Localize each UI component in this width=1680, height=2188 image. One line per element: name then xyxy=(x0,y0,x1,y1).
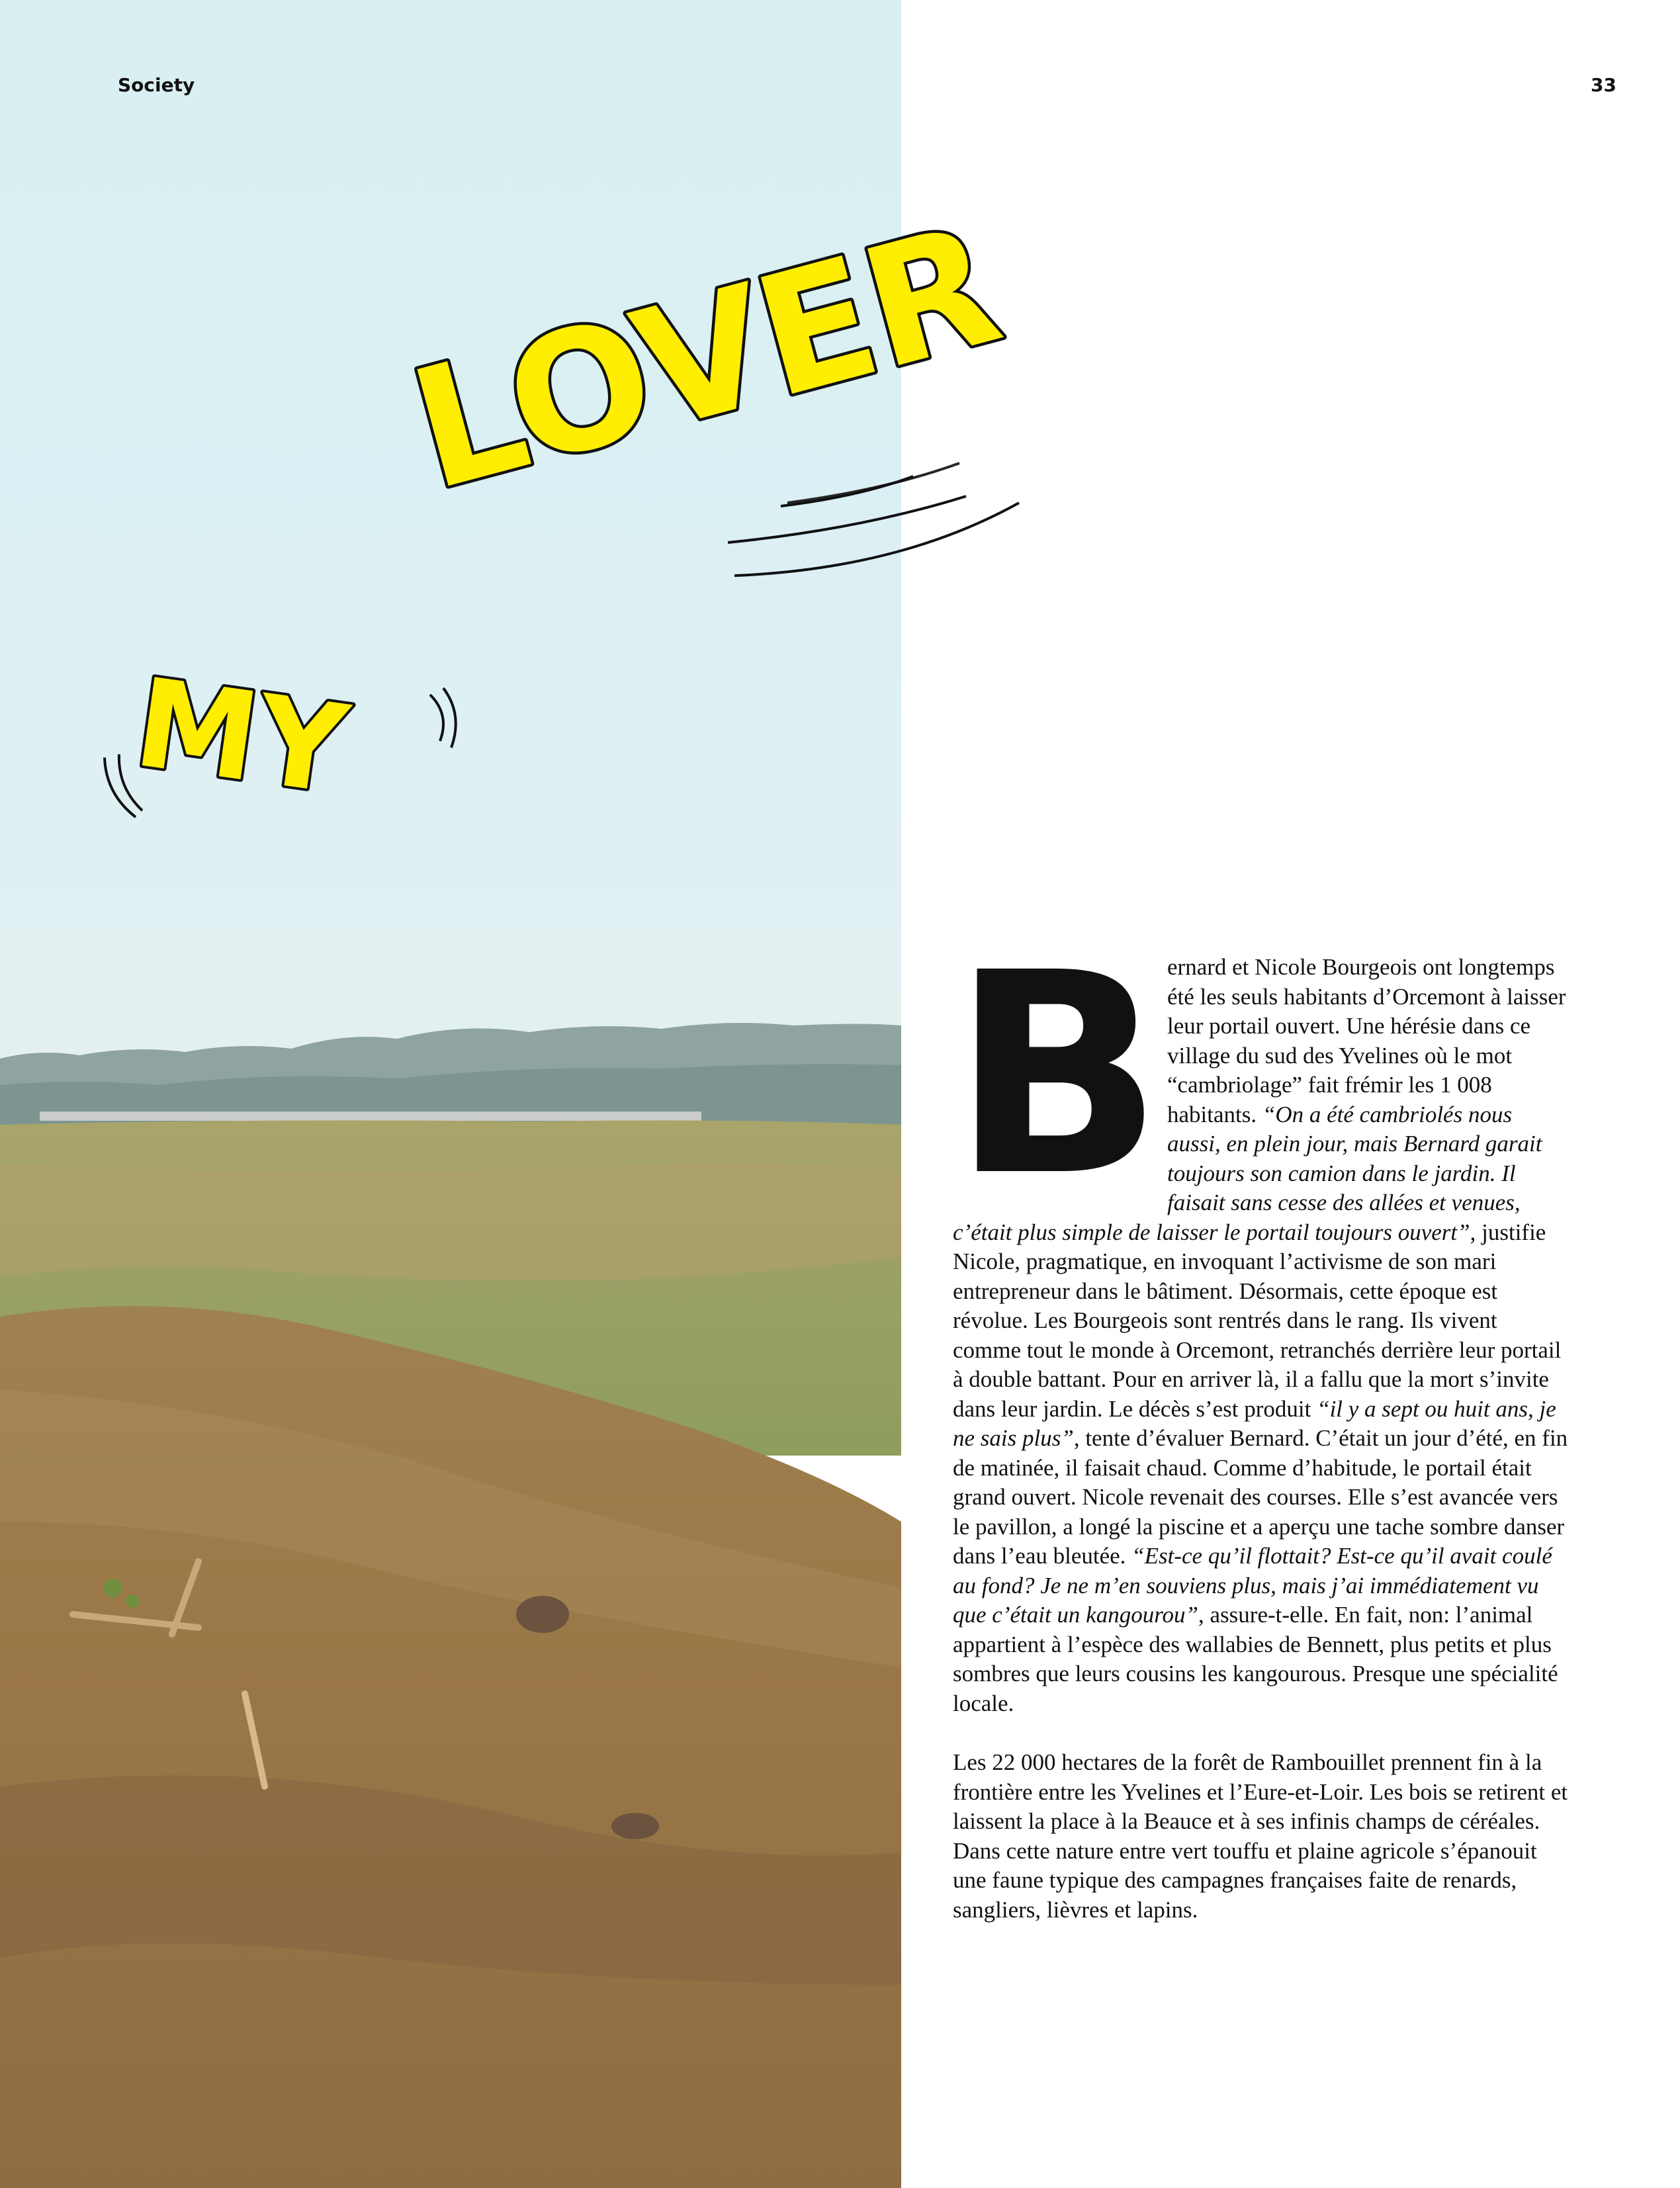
paragraph-2: Les 22 000 hectares de la forêt de Rambouillet prennent fin à la frontière entre les Yvelines et l’Eure-et-Loir. Les bois se retirent et laissent la place à la Beauce et à ses infinis champs de céréales. Dans cette nature entre vert touffu et plaine agricole s’épanouit une faune typique des campagnes françaises faite de renards, sangliers, lièvres et lapins. xyxy=(953,1749,1568,1923)
paragraph-1 xyxy=(953,953,1568,1718)
drop-cap-letter: B xyxy=(951,959,1164,1195)
page-number: 33 xyxy=(1591,74,1616,96)
quote-3: “Est-ce qu’il flottait? Est-ce qu’il avait coulé au fond? Je ne m’en souviens plus, mais j’ai immédiatement vu que c’était un kangourou” xyxy=(953,1543,1552,1628)
headline-lover-text: LOVER xyxy=(394,188,1015,528)
paragraph-1-mid-1: , justifie Nicole, pragmatique, en invoquant l’activisme de son mari entrepreneur dans le bâtiment. Désormais, cette époque est révolue. Les Bourgeois sont rentrés dans le rang. Ils vivent comme tout le monde à Orcemont, retranchés derrière leur portail à double battant. Pour en arriver là, il a fallu que la mort s’invite dans leur jardin. Le décès s’est produit xyxy=(953,1219,1562,1422)
quote-1: “On a été cambriolés nous aussi, en plein jour, mais Bernard garait toujours son camion dans le jardin. Il faisait sans cesse des allées et venues, c’était plus simple de laisser le portail toujours ouvert” xyxy=(953,1101,1542,1245)
paragraph-1-lead: ernard et Nicole Bourgeois ont longtemps été les seuls habitants d’Orcemont à laisser leur portail ouvert. Une hérésie dans ce village du sud des Yvelines où le mot “cambriolage” fait frémir les 1 008 habitants. xyxy=(1167,954,1566,1127)
article-body xyxy=(953,953,1568,1925)
section-label: Society xyxy=(118,74,195,96)
quote-2: “il y a sept ou huit ans, je ne sais plus” xyxy=(953,1395,1556,1451)
drop-cap xyxy=(949,959,1167,1195)
paragraph-1-end: , assure-t-elle. En fait, non: l’animal appartient à l’espèce des wallabies de Bennett, plus petits et plus sombres que leurs cousins les kangourous. Presque une spécialité locale. xyxy=(953,1602,1558,1716)
paragraph-1-mid-2: , tente d’évaluer Bernard. C’était un jour d’été, en fin de matinée, il faisait chaud. Comme d’habitude, le portail était grand ouvert. Nicole revenait des courses. Elle s’est avancée vers le pavillon, a longé la piscine et a aperçu une tache sombre danser dans l’eau bleutée. xyxy=(953,1425,1568,1569)
headline-my-text: MY xyxy=(126,651,355,822)
